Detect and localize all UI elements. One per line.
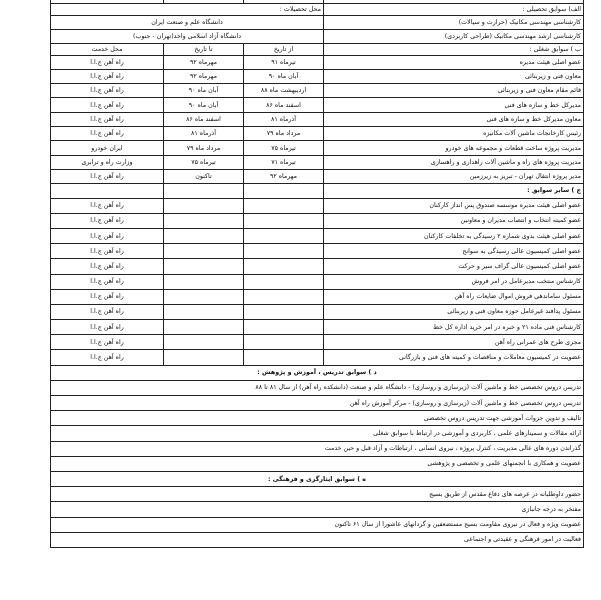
empty-cell — [164, 213, 244, 228]
other-title: کارشناس منتخب مدیرعامل در امر فروش — [324, 274, 584, 289]
employment-from-date: آذرماه ۸۱ — [244, 112, 324, 126]
employment-from-date: مرداد ماه ۷۹ — [244, 127, 324, 141]
cultural-row — [51, 502, 584, 517]
employment-row — [51, 55, 584, 69]
cultural-item: فعالیت در امور فرهنگی و عقیدتی و اجتماعی — [51, 532, 584, 547]
teaching-item: تدریس دروس تخصصی خط و ماشین آلات (زیرسازی و روسازی) - دانشگاه علم و صنعت (دانشکده راه آهن) از سال ۸۱ تا ۸۸ — [51, 380, 584, 395]
education-degree: کارشناسی ارشد مهندسی مکانیک (طراحی کاربردی) — [324, 29, 584, 43]
other-row — [51, 304, 584, 319]
employment-to-date: آبان ماه ۹۰ — [164, 98, 244, 112]
employment-place: ایران خودرو — [51, 141, 164, 155]
teaching-row — [51, 441, 584, 456]
employment-place: راه آهن ج.ا.ا — [51, 98, 164, 112]
empty-cell — [244, 244, 324, 259]
education-degree: کارشناسی مهندسی مکانیک (حرارت و سیالات) — [324, 15, 584, 29]
teaching-heading: د ) سوابق تدریس ، آموزش و پژوهش : — [51, 365, 584, 380]
employment-heading: ب ) سوابق شغلی : — [324, 44, 584, 56]
employment-from-date: اردیبهشت ماه ۸۸ — [244, 84, 324, 98]
other-title: عضو اصلی کمیسیون عالی رسیدگی به سوانح — [324, 244, 584, 259]
employment-place: راه آهن ج.ا.ا — [51, 69, 164, 83]
teaching-item: عضویت و همکاری با انجمنهای علمی و تخصصی و پژوهشی — [51, 456, 584, 471]
teaching-row — [51, 396, 584, 411]
empty-cell — [244, 213, 324, 228]
employment-to-date: تاکنون — [164, 169, 244, 183]
other-place: راه آهن ج.ا.ا — [51, 335, 164, 350]
employment-row — [51, 84, 584, 98]
empty-cell — [164, 244, 244, 259]
education-place: دانشگاه آزاد اسلامی واحد(تهران - جنوب) — [51, 29, 324, 43]
other-place: راه آهن ج.ا.ا — [51, 304, 164, 319]
empty-cell — [244, 259, 324, 274]
teaching-row — [51, 456, 584, 471]
other-place: راه آهن ج.ا.ا — [51, 274, 164, 289]
other-title: عضویت در کمیسیون معاملات و مناقصات و کمیته های فنی و بازرگانی — [324, 350, 584, 365]
other-place: راه آهن ج.ا.ا — [51, 350, 164, 365]
col-place-header: محل خدمت — [51, 44, 164, 56]
employment-row — [51, 169, 584, 183]
teaching-item: تدریس دروس تخصصی خط و ماشین آلات (زیرسازی و روسازی) - مرکز آموزش راه آهن — [51, 396, 584, 411]
employment-from-date: تیرماه ۷۱ — [244, 155, 324, 169]
employment-to-date: آذرماه ۸۱ — [164, 127, 244, 141]
empty-cell — [164, 304, 244, 319]
employment-to-date: مرداد ماه ۷۹ — [164, 141, 244, 155]
teaching-row — [51, 380, 584, 395]
other-place: راه آهن ج.ا.ا — [51, 244, 164, 259]
employment-title: مدیر پروژه انتقال تهران - تبریز به زیرزمین — [324, 169, 584, 183]
employment-title: مدیرکل خط و سازه های فنی — [324, 98, 584, 112]
other-title: عضو اصلی کمیسیون عالی گراف سیر و حرکت — [324, 259, 584, 274]
empty-cell — [244, 274, 324, 289]
other-title: مسئول پدافند غیرعامل حوزه معاون فنی و زیربنائی — [324, 304, 584, 319]
employment-row — [51, 98, 584, 112]
cultural-item: عضویت ویژه و فعال در نیروی مقاومت بسیج مستضعفین و گردانهای عاشورا از سال ۶۱ تاکنون — [51, 517, 584, 532]
employment-place: راه آهن ج.ا.ا — [51, 55, 164, 69]
teaching-row — [51, 411, 584, 426]
other-row — [51, 244, 584, 259]
resume-sheet — [50, 0, 583, 600]
empty-cell — [164, 320, 244, 335]
employment-title: معاون فنی و زیربنائی — [324, 69, 584, 83]
other-title: مجری طرح های عمرانی راه آهن — [324, 335, 584, 350]
education-place: دانشگاه علم و صنعت ایران — [51, 15, 324, 29]
cultural-row — [51, 517, 584, 532]
col-to-header: تا تاریخ — [164, 44, 244, 56]
employment-row — [51, 127, 584, 141]
other-row — [51, 213, 584, 228]
employment-row — [51, 69, 584, 83]
empty-cell — [244, 335, 324, 350]
employment-to-date: اسفند ماه ۸۶ — [164, 112, 244, 126]
teaching-item: تالیف و تدوین جزوات آموزشی جهت تدریس دروس تخصصی — [51, 411, 584, 426]
empty-cell — [164, 335, 244, 350]
other-place: راه آهن ج.ا.ا — [51, 228, 164, 243]
employment-row — [51, 155, 584, 169]
other-place: راه آهن ج.ا.ا — [51, 289, 164, 304]
employment-to-date: آبان ماه ۹۰ — [164, 84, 244, 98]
empty-cell — [244, 304, 324, 319]
employment-to-date: تیرماه ۷۵ — [164, 155, 244, 169]
employment-place: راه آهن ج.ا.ا — [51, 169, 164, 183]
employment-title: مدیریت پروژه ساخت قطعات و مجموعه های خودرو — [324, 141, 584, 155]
employment-place: راه آهن ج.ا.ا — [51, 84, 164, 98]
other-place: راه آهن ج.ا.ا — [51, 213, 164, 228]
employment-place: وزارت راه و ترابری — [51, 155, 164, 169]
other-row — [51, 198, 584, 213]
employment-title: عضو اصلی هیئت مدیره — [324, 55, 584, 69]
cultural-row — [51, 532, 584, 547]
empty-cell — [244, 350, 324, 365]
employment-from-date: تیرماه ۹۱ — [244, 55, 324, 69]
employment-from-date: اسفند ماه ۸۶ — [244, 98, 324, 112]
other-place: راه آهن ج.ا.ا — [51, 320, 164, 335]
cultural-item: حضور داوطلبانه در عرصه های دفاع مقدس از طریق بسیج — [51, 487, 584, 502]
empty-cell — [244, 198, 324, 213]
other-place: راه آهن ج.ا.ا — [51, 198, 164, 213]
teaching-item: ارائه مقالات و سمینارهای علمی ، کاربردی و آموزشی در ارتباط با سوابق شغلی — [51, 426, 584, 441]
employment-to-date: مهرماه ۹۲ — [164, 55, 244, 69]
other-heading: ج ) سایر سوابق : — [324, 184, 584, 198]
empty-cell — [164, 274, 244, 289]
other-row — [51, 259, 584, 274]
other-title: عضو کمیته انتخاب و انتصاب مدیران و معاونین — [324, 213, 584, 228]
empty-cell — [244, 228, 324, 243]
employment-row — [51, 141, 584, 155]
cultural-row — [51, 487, 584, 502]
employment-from-date: مهرماه ۹۲ — [244, 169, 324, 183]
other-title: مسئول ساماندهی فروش اموال ضایعات راه آهن — [324, 289, 584, 304]
other-row — [51, 228, 584, 243]
empty-cell — [164, 289, 244, 304]
other-row — [51, 350, 584, 365]
teaching-item: گذراندن دوره های عالی مدیریت ، کنترل پروژه ، نیروی انسانی ، ارتباطات و آزاد قبل و حین خدمت — [51, 441, 584, 456]
other-row — [51, 274, 584, 289]
employment-from-date: تیرماه ۷۵ — [244, 141, 324, 155]
employment-from-date: آبان ماه ۹۰ — [244, 69, 324, 83]
col-from-header: از تاریخ — [244, 44, 324, 56]
empty-cell — [164, 259, 244, 274]
employment-place: راه آهن ج.ا.ا — [51, 127, 164, 141]
employment-title: رئیس کارخانجات ماشین آلات مکانیزه — [324, 127, 584, 141]
other-title: کارشناس فنی ماده ۲۱ و خبره در امر خرید اداره کل خط — [324, 320, 584, 335]
other-place: راه آهن ج.ا.ا — [51, 259, 164, 274]
education-heading: الف) سوابق تحصیلی : — [324, 4, 584, 16]
employment-title: قائم مقام معاون فنی و زیربنائی — [324, 84, 584, 98]
employment-to-date: مهرماه ۹۲ — [164, 69, 244, 83]
empty-cell — [244, 289, 324, 304]
teaching-row — [51, 426, 584, 441]
employment-place: راه آهن ج.ا.ا — [51, 112, 164, 126]
employment-row — [51, 112, 584, 126]
other-row — [51, 320, 584, 335]
education-place-heading: محل تحصیلات : — [51, 4, 324, 16]
employment-title: مدیریت پروژه های راه و ماشین آلات راهداری و راهسازی — [324, 155, 584, 169]
resume-table — [50, 0, 584, 548]
empty-cell — [164, 350, 244, 365]
empty-cell — [244, 320, 324, 335]
employment-title: معاون مدیرکل خط و سازه های فنی — [324, 112, 584, 126]
other-title: عضو اصلی هیئت مدیره موسسه صندوق پس انداز کارکنان — [324, 198, 584, 213]
empty-cell — [164, 198, 244, 213]
cultural-heading: ه ) سوابق ایثارگری و فرهنگی : — [51, 471, 584, 486]
empty-cell — [164, 228, 244, 243]
other-title: عضو اصلی هیئت بدوی شماره ۲ رسیدگی به تخلفات کارکنان — [324, 228, 584, 243]
other-row — [51, 289, 584, 304]
other-row — [51, 335, 584, 350]
cultural-item: مفتخر به درجه جانبازی — [51, 502, 584, 517]
